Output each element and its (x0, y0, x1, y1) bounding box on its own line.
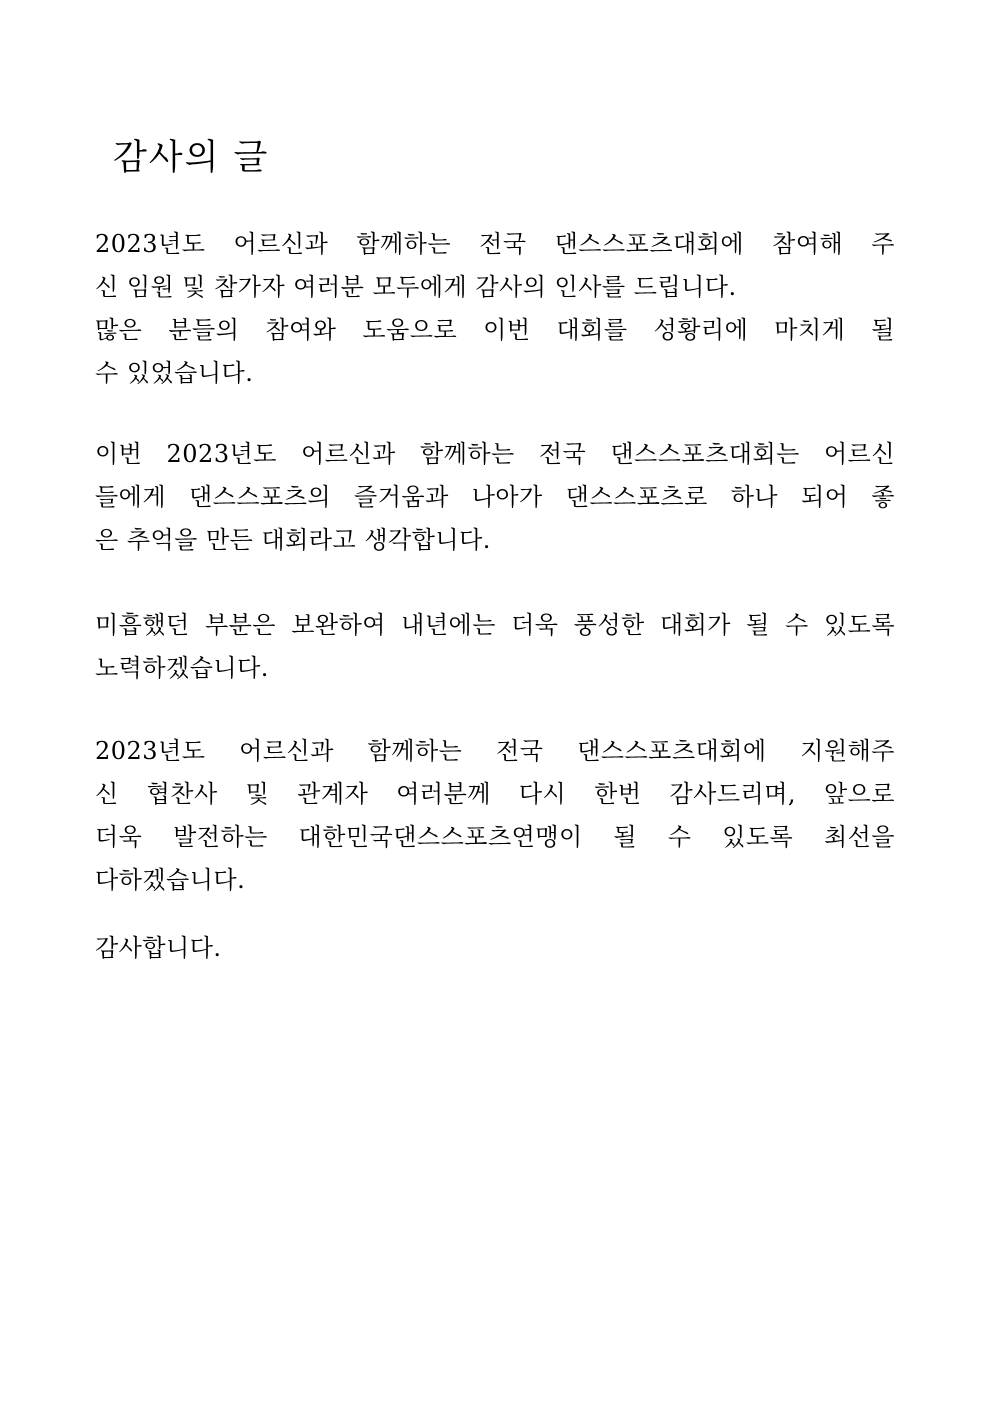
paragraph-line: 다하겠습니다. (95, 866, 246, 894)
paragraph-thanks-participants (95, 223, 895, 395)
paragraph-line: 감사합니다. (95, 934, 222, 962)
paragraph-line: 많은 분들의 참여와 도움으로 이번 대회를 성황리에 마치게 될 (95, 316, 895, 344)
paragraph-line: 은 추억을 만든 대회라고 생각합니다. (95, 526, 491, 554)
paragraph-line: 2023년도 어르신과 함께하는 전국 댄스스포츠대회에 참여해 주 (95, 230, 895, 258)
paragraph-line: 들에게 댄스스포츠의 즐거움과 나아가 댄스스포츠로 하나 되어 좋 (95, 483, 895, 511)
paragraph-line: 노력하겠습니다. (95, 654, 269, 682)
paragraph-line: 신 협찬사 및 관계자 여러분께 다시 한번 감사드리며, 앞으로 (95, 780, 895, 808)
paragraph-closing (95, 927, 895, 970)
paragraph-line: 이번 2023년도 어르신과 함께하는 전국 댄스스포츠대회는 어르신 (95, 440, 895, 468)
paragraph-sponsors (95, 730, 895, 902)
paragraph-line: 신 임원 및 참가자 여러분 모두에게 감사의 인사를 드립니다. (95, 273, 737, 301)
paragraph-line: 2023년도 어르신과 함께하는 전국 댄스스포츠대회에 지원해주 (95, 737, 895, 765)
paragraph-event-description (95, 433, 895, 562)
paragraph-improvement (95, 604, 895, 690)
paragraph-line: 미흡했던 부분은 보완하여 내년에는 더욱 풍성한 대회가 될 수 있도록 (95, 611, 895, 639)
paragraph-line: 수 있었습니다. (95, 359, 254, 387)
document-title: 감사의 글 (113, 138, 270, 178)
paragraph-line: 더욱 발전하는 대한민국댄스스포츠연맹이 될 수 있도록 최선을 (95, 823, 895, 851)
